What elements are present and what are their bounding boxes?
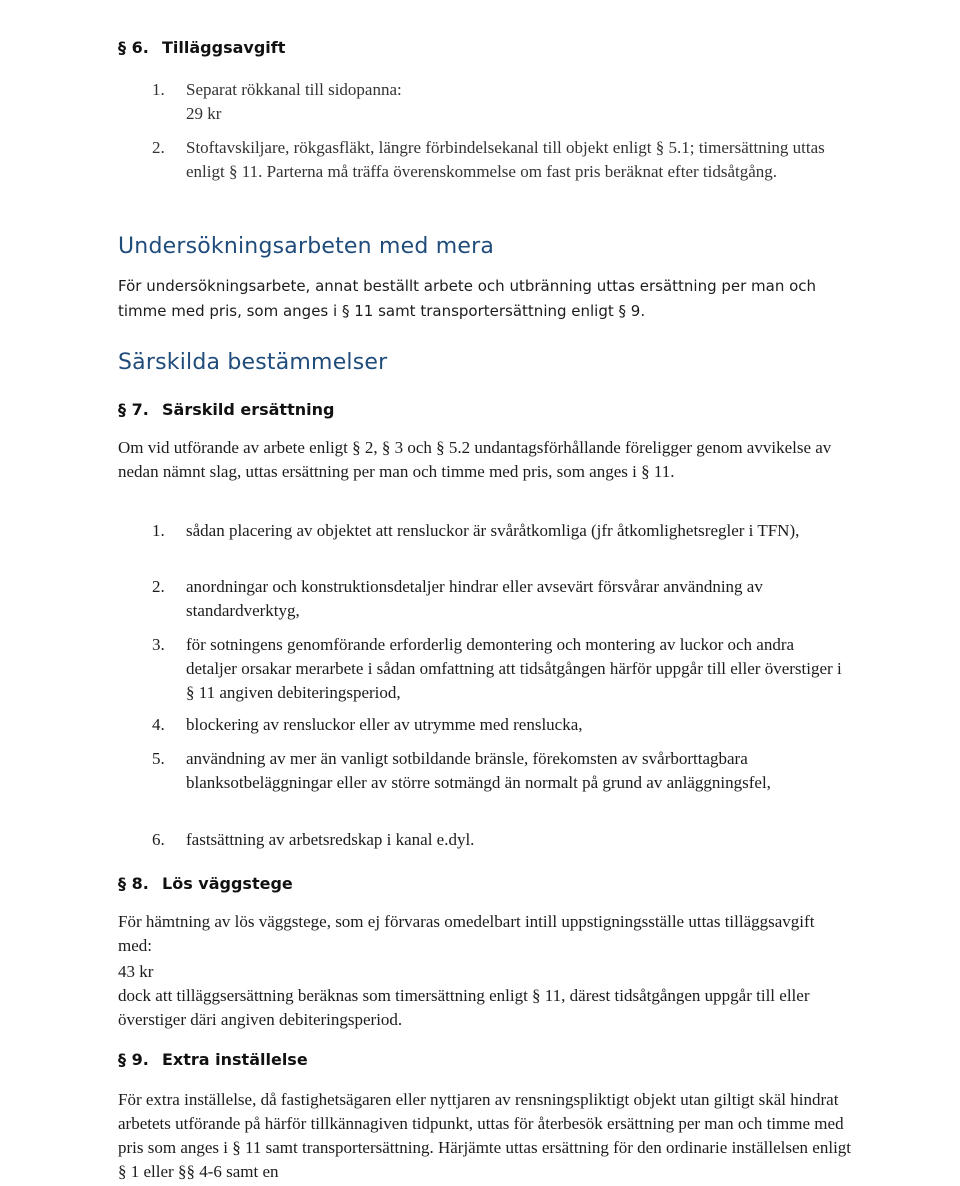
list-item-number: 1. [152,80,165,99]
list-item-number: 4. [152,715,165,734]
section-8-number: § 8. [118,874,149,893]
list-item-number: 6. [152,830,165,849]
list-item-number: 2. [152,138,165,157]
paragraph-section-9: För extra inställelse, då fastighetsägaren eller nyttjaren av rensningspliktigt objekt utan giltigt skäl hindrat arbetets utförande på härför tillkännagiven tidpunkt, uttas för återbesök ersättning per man och timme med pris som anges i § 11 samt transportersättning. Härjämte uttas ersättning för den ordinarie inställelsen enligt § 1 eller §§ 4-6 samt en [118,1090,852,1181]
section-8-price: 43 kr [118,962,154,981]
list-item [152,828,842,852]
list-item [152,633,842,705]
list-item-text: fastsättning av arbetsredskap i kanal e.dyl. [186,830,475,849]
section-7-heading [118,400,334,419]
list-item-number: 5. [152,749,165,768]
list-item-text: blockering av rensluckor eller av utrymme med renslucka, [186,715,583,734]
section-9-number: § 9. [118,1050,149,1069]
list-item-number: 2. [152,577,165,596]
heading-undersokningsarbeten: Undersökningsarbeten med mera [118,234,495,259]
list-item [152,136,842,184]
section-7-number: § 7. [118,400,149,419]
paragraph-section-8-line2: dock att tilläggsersättning beräknas som timersättning enligt § 11, därest tidsåtgången uppgår till eller överstiger däri angiven debiteringsperiod. [118,986,810,1029]
list-item-text: sådan placering av objektet att rensluckor är svåråtkomliga (jfr åtkomlighetsregler i TFN), [186,521,800,540]
list-item [152,78,842,126]
list-item-price: 29 kr [186,104,222,123]
list-item-text: anordningar och konstruktionsdetaljer hindrar eller avsevärt försvårar användning av standardverktyg, [186,577,763,620]
list-item [152,713,842,737]
paragraph-undersokningsarbeten: För undersökningsarbete, annat beställt arbete och utbränning uttas ersättning per man och timme med pris, som anges i § 11 samt transportersättning enligt § 9. [118,277,817,320]
list-item [152,575,842,623]
section-6-heading [118,38,285,57]
list-item-number: 3. [152,635,165,654]
section-6-title: Tilläggsavgift [162,38,286,57]
list-item [152,519,842,543]
section-6-number: § 6. [118,38,149,57]
list-item [152,747,842,795]
section-8-heading [118,874,293,893]
heading-sarskilda-bestammelser: Särskilda bestämmelser [118,350,388,375]
section-9-title: Extra inställelse [162,1050,308,1069]
list-item-text: användning av mer än vanligt sotbildande bränsle, förekomsten av svårborttagbara blanksotbeläggningar eller av större sotmängd än normalt på grund av anläggningsfel, [186,749,771,792]
list-item-text: för sotningens genomförande erforderlig demontering och montering av luckor och andra detaljer orsakar merarbete i sådan omfattning att tidsåtgången härför uppgår till eller överstiger i § 11 angiven debiteringsperiod, [186,635,842,702]
list-item-text: Stoftavskiljare, rökgasfläkt, längre förbindelsekanal till objekt enligt § 5.1; timersättning uttas enligt § 11. Parterna må träffa överenskommelse om fast pris beräknat efter tidsåtgång. [186,138,825,181]
section-7-title: Särskild ersättning [162,400,335,419]
paragraph-section-8-line1: För hämtning av lös väggstege, som ej förvaras omedelbart intill uppstigningsställe uttas tilläggsavgift med: [118,912,815,955]
paragraph-section-7-intro: Om vid utförande av arbete enligt § 2, § 3 och § 5.2 undantagsförhållande föreligger genom avvikelse av nedan nämnt slag, uttas ersättning per man och timme med pris, som anges i § 11. [118,438,832,481]
section-8-title: Lös väggstege [162,874,293,893]
list-item-number: 1. [152,521,165,540]
section-9-heading [118,1050,308,1069]
list-item-text: Separat rökkanal till sidopanna: [186,80,402,99]
